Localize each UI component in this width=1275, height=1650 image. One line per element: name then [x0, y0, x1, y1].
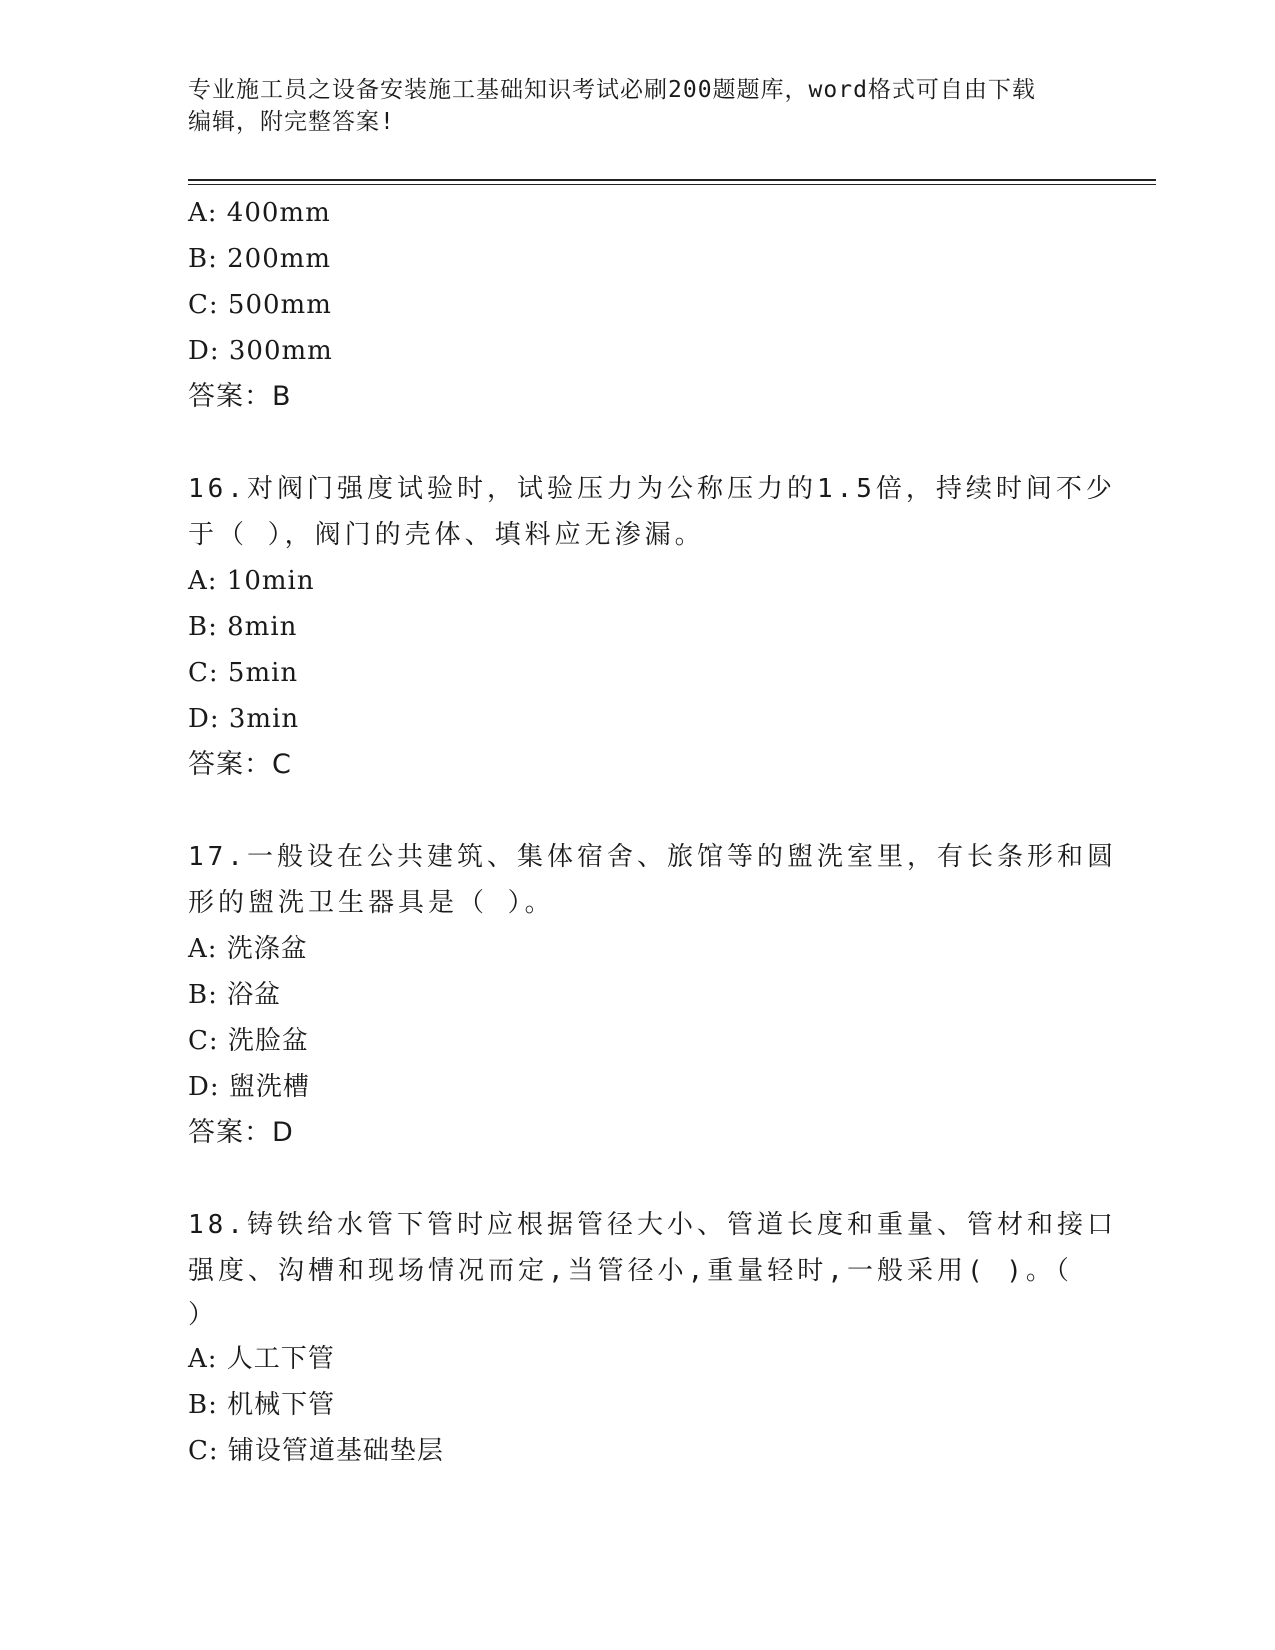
option-a: A: 400mm [188, 198, 331, 228]
question-15 [188, 190, 1088, 420]
answer-line: 答案：B [188, 381, 292, 412]
answer-line: 答案：D [188, 1117, 294, 1148]
option-b: B: 机械下管 [188, 1390, 336, 1420]
header-divider-thin [188, 184, 1156, 185]
option-b: B: 200mm [188, 244, 332, 274]
option-c: C: 5min [188, 658, 299, 688]
question-text-line: 16.对阀门强度试验时，试验压力为公称压力的1.5倍，持续时间不少 [188, 474, 1116, 504]
option-a: A: 10min [188, 566, 315, 596]
option-c: C: 洗脸盆 [188, 1026, 309, 1056]
option-d: D: 300mm [188, 336, 333, 366]
option-a: A: 人工下管 [188, 1344, 335, 1374]
option-b: B: 8min [188, 612, 298, 642]
answer-line: 答案：C [188, 749, 292, 780]
question-text-line: 18.铸铁给水管下管时应根据管径大小、管道长度和重量、管材和接口 [188, 1210, 1117, 1240]
option-d: D: 盥洗槽 [188, 1072, 310, 1102]
header-title-line1: 专业施工员之设备安装施工基础知识考试必刷200题题库，word格式可自由下载 [188, 77, 1036, 103]
header-divider-thick [188, 179, 1156, 181]
question-text-line: 强度、沟槽和现场情况而定,当管径小,重量轻时,一般采用( )。（ [188, 1256, 1073, 1286]
header-title-line2: 编辑，附完整答案! [188, 109, 395, 135]
question-text-line: ） [188, 1300, 219, 1330]
option-c: C: 500mm [188, 290, 332, 320]
question-17 [188, 834, 1117, 1156]
option-c: C: 铺设管道基础垫层 [188, 1436, 444, 1466]
option-a: A: 洗涤盆 [188, 934, 308, 964]
option-b: B: 浴盆 [188, 980, 282, 1010]
question-list [188, 190, 1117, 1474]
question-18 [188, 1202, 1117, 1474]
question-text-line: 17.一般设在公共建筑、集体宿舍、旅馆等的盥洗室里，有长条形和圆 [188, 842, 1117, 872]
question-text-line: 于（ ），阀门的壳体、填料应无渗漏。 [188, 520, 705, 550]
question-text-line: 形的盥洗卫生器具是（ ）。 [188, 888, 555, 918]
question-16 [188, 466, 1116, 788]
option-d: D: 3min [188, 704, 300, 734]
document-header [188, 74, 1088, 138]
